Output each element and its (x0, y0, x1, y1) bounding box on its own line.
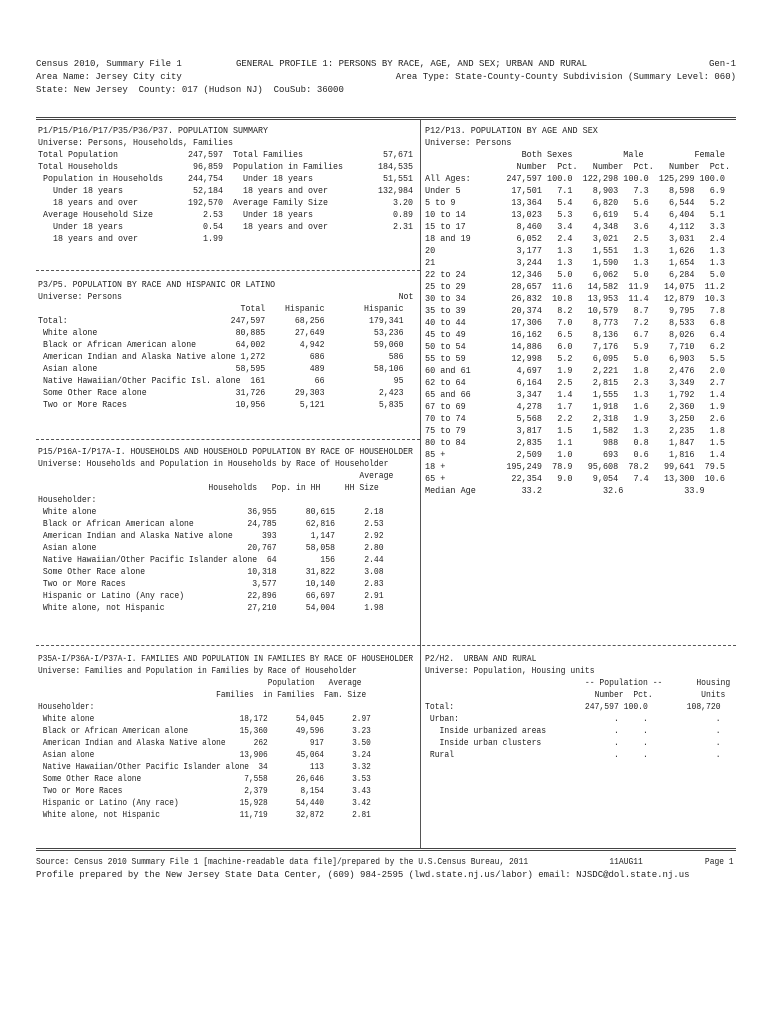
text-line: American Indian and Alaska Native alone 393 1,147 2.92 (38, 531, 384, 541)
urban-rural-section (425, 653, 765, 761)
text-line: P2/H2. URBAN AND RURAL (425, 654, 537, 664)
text-line: Black or African American alone 64,002 4,942 59,060 (38, 340, 404, 350)
text-line: Hispanic or Latino (Any race) 15,928 54,440 3.42 (38, 798, 371, 808)
text-line: American Indian and Alaska Native alone 1,272 686 586 (38, 352, 404, 362)
text-line: P15/P16A-I/P17A-I. HOUSEHOLDS AND HOUSEHOLD POPULATION BY RACE OF HOUSEHOLDER (38, 447, 413, 457)
text-line: Under 18 years 52,184 18 years and over 132,984 (38, 186, 414, 196)
text-line: 30 to 34 26,832 10.8 13,953 11.4 12,879 10.3 (425, 294, 725, 304)
report-source: Census 2010, Summary File 1 (36, 59, 182, 69)
text-line: 70 to 74 5,568 2.2 2,318 1.9 3,250 2.6 (425, 414, 725, 424)
header-line-2 (36, 71, 736, 83)
text-line: Families in Families Fam. Size (38, 690, 367, 700)
header-line-1 (36, 58, 736, 70)
text-line: White alone 36,955 80,615 2.18 (38, 507, 384, 517)
text-line: 21 3,244 1.3 1,590 1.3 1,654 1.3 (425, 258, 725, 268)
text-line: Householder: (38, 495, 97, 505)
race-hispanic-section (38, 279, 448, 411)
area-type: Area Type: State-County-County Subdivision (Summary Level: 060) (395, 72, 736, 82)
text-line: 20 3,177 1.3 1,551 1.3 1,626 1.3 (425, 246, 725, 256)
text-line: Median Age 33.2 32.6 33.9 (425, 486, 705, 496)
text-line: Two or More Races 2,379 8,154 3.43 (38, 786, 371, 796)
text-line: Universe: Households and Population in Households by Race of Householder (38, 459, 389, 469)
section-divider (36, 270, 420, 271)
text-line: Native Hawaiian/Other Pacific Isl. alone 161 66 95 (38, 376, 404, 386)
text-line: 60 and 61 4,697 1.9 2,221 1.8 2,476 2.0 (425, 366, 725, 376)
text-line: Asian alone 58,595 489 58,106 (38, 364, 404, 374)
text-line: Black or African American alone 24,785 62,816 2.53 (38, 519, 384, 529)
text-line: Average Household Size 2.53 Under 18 years 0.89 (38, 210, 414, 220)
text-line: Households Pop. in HH HH Size (38, 483, 379, 493)
text-line: Two or More Races 10,956 5,121 5,835 (38, 400, 404, 410)
text-line: Population in Households 244,754 Under 18 years 51,551 (38, 174, 414, 184)
text-line: White alone, not Hispanic 27,210 54,004 1.98 (38, 603, 384, 613)
text-line: 5 to 9 13,364 5.4 6,820 5.6 6,544 5.2 (425, 198, 725, 208)
text-line: 22 to 24 12,346 5.0 6,062 5.0 6,284 5.0 (425, 270, 725, 280)
text-line: Total: 247,597 68,256 179,341 (38, 316, 404, 326)
text-line: Total Hispanic Hispanic (38, 304, 404, 314)
text-line: Inside urban clusters . . . (425, 738, 721, 748)
text-line: P1/P15/P16/P17/P35/P36/P37. POPULATION SUMMARY (38, 126, 269, 136)
text-line: 65 + 22,354 9.0 9,054 7.4 13,300 10.6 (425, 474, 725, 484)
text-line: Total Households 96,859 Population in Families 184,535 (38, 162, 414, 172)
state-county: State: New Jersey County: 017 (Hudson NJ) CouSub: 36000 (36, 85, 344, 95)
census-profile-page (36, 0, 736, 1024)
area-name: Area Name: Jersey City city (36, 72, 182, 82)
text-line: 18 + 195,249 78.9 95,608 78.2 99,641 79.5 (425, 462, 725, 472)
text-line: 80 to 84 2,835 1.1 988 0.8 1,847 1.5 (425, 438, 725, 448)
text-line: 15 to 17 8,460 3.4 4,348 3.6 4,112 3.3 (425, 222, 725, 232)
text-line: Number Pct. Number Pct. Number Pct. (425, 162, 731, 172)
text-line: Black or African American alone 15,360 49,596 3.23 (38, 726, 371, 736)
footer-source: Source: Census 2010 Summary File 1 [machine-readable data file]/prepared by the U.S.Census Bureau, 2011 11AUG11 Page 1 (36, 857, 734, 867)
text-line: P35A-I/P36A-I/P37A-I. FAMILIES AND POPULATION IN FAMILIES BY RACE OF HOUSEHOLDER (38, 654, 414, 664)
text-line: -- Population -- Housing (425, 678, 731, 688)
text-line: 55 to 59 12,998 5.2 6,095 5.0 6,903 5.5 (425, 354, 725, 364)
text-line: 85 + 2,509 1.0 693 0.6 1,816 1.4 (425, 450, 725, 460)
text-line: 62 to 64 6,164 2.5 2,815 2.3 3,349 2.7 (425, 378, 725, 388)
text-line: 65 and 66 3,347 1.4 1,555 1.3 1,792 1.4 (425, 390, 725, 400)
section-divider (36, 645, 736, 646)
text-line: 45 to 49 16,162 6.5 8,136 6.7 8,026 6.4 (425, 330, 725, 340)
families-section (38, 653, 470, 821)
report-title: GENERAL PROFILE 1: PERSONS BY RACE, AGE, AND SEX; URBAN AND RURAL (236, 59, 588, 69)
text-line: Some Other Race alone 7,558 26,646 3.53 (38, 774, 371, 784)
text-line: Native Hawaiian/Other Pacific Islander alone 64 156 2.44 (38, 555, 384, 565)
text-line: Universe: Persons (425, 138, 512, 148)
text-line: American Indian and Alaska Native alone 262 917 3.50 (38, 738, 371, 748)
text-line: 50 to 54 14,886 6.0 7,176 5.9 7,710 6.2 (425, 342, 725, 352)
text-line: Under 5 17,501 7.1 8,903 7.3 8,598 6.9 (425, 186, 725, 196)
text-line: 75 to 79 3,817 1.5 1,582 1.3 2,235 1.8 (425, 426, 725, 436)
text-line: Some Other Race alone 10,318 31,822 3.08 (38, 567, 384, 577)
footer-prepared-by: Profile prepared by the New Jersey State Data Center, (609) 984-2595 (lwd.state.nj.us/labor) email: NJSDC@dol.state.nj.us (36, 870, 690, 880)
text-line: All Ages: 247,597 100.0 122,298 100.0 125,299 100.0 (425, 174, 725, 184)
text-line: White alone 18,172 54,045 2.97 (38, 714, 371, 724)
text-line: Total: 247,597 100.0 108,720 (425, 702, 721, 712)
text-line: Hispanic or Latino (Any race) 22,896 66,697 2.91 (38, 591, 384, 601)
text-line: White alone 80,885 27,649 53,236 (38, 328, 404, 338)
section-divider (36, 439, 420, 440)
text-line: Asian alone 13,906 45,064 3.24 (38, 750, 371, 760)
text-line: Two or More Races 3,577 10,140 2.83 (38, 579, 384, 589)
households-section (38, 446, 454, 614)
bottom-rule (36, 848, 736, 851)
text-line: Both Sexes Male Female (425, 150, 725, 160)
text-line: Population Average (38, 678, 362, 688)
text-line: Urban: . . . (425, 714, 721, 724)
text-line: P12/P13. POPULATION BY AGE AND SEX (425, 126, 598, 136)
top-rule (36, 117, 736, 120)
text-line: 25 to 29 28,657 11.6 14,582 11.9 14,075 11.2 (425, 282, 725, 292)
text-line: 18 and 19 6,052 2.4 3,021 2.5 3,031 2.4 (425, 234, 725, 244)
text-line: Universe: Persons Not (38, 292, 414, 302)
text-line: Total Population 247,597 Total Families 57,671 (38, 150, 414, 160)
text-line: 10 to 14 13,023 5.3 6,619 5.4 6,404 5.1 (425, 210, 725, 220)
text-line: Inside urbanized areas . . . (425, 726, 721, 736)
text-line: White alone, not Hispanic 11,719 32,872 2.81 (38, 810, 371, 820)
text-line: 18 years and over 192,570 Average Family Size 3.20 (38, 198, 414, 208)
text-line: 67 to 69 4,278 1.7 1,918 1.6 2,360 1.9 (425, 402, 725, 412)
text-line: Universe: Persons, Households, Families (38, 138, 234, 148)
text-line: Average (38, 471, 394, 481)
text-line: 35 to 39 20,374 8.2 10,579 8.7 9,795 7.8 (425, 306, 725, 316)
report-code: Gen-1 (708, 59, 736, 69)
text-line: Number Pct. Units (425, 690, 726, 700)
text-line: Householder: (38, 702, 95, 712)
text-line: 18 years and over 1.99 (38, 234, 224, 244)
text-line: Some Other Race alone 31,726 29,303 2,423 (38, 388, 404, 398)
text-line: Universe: Families and Population in Families by Race of Householder (38, 666, 357, 676)
text-line: Universe: Population, Housing units (425, 666, 595, 676)
header-line-3 (36, 84, 736, 96)
population-summary-section (38, 125, 443, 245)
text-line: Under 18 years 0.54 18 years and over 2.31 (38, 222, 414, 232)
text-line: Rural . . . (425, 750, 721, 760)
text-line: 40 to 44 17,306 7.0 8,773 7.2 8,533 6.8 (425, 318, 725, 328)
age-sex-section (425, 125, 749, 497)
text-line: Native Hawaiian/Other Pacific Islander alone 34 113 3.32 (38, 762, 371, 772)
text-line: P3/P5. POPULATION BY RACE AND HISPANIC OR LATINO (38, 280, 276, 290)
text-line: Asian alone 20,767 58,058 2.80 (38, 543, 384, 553)
